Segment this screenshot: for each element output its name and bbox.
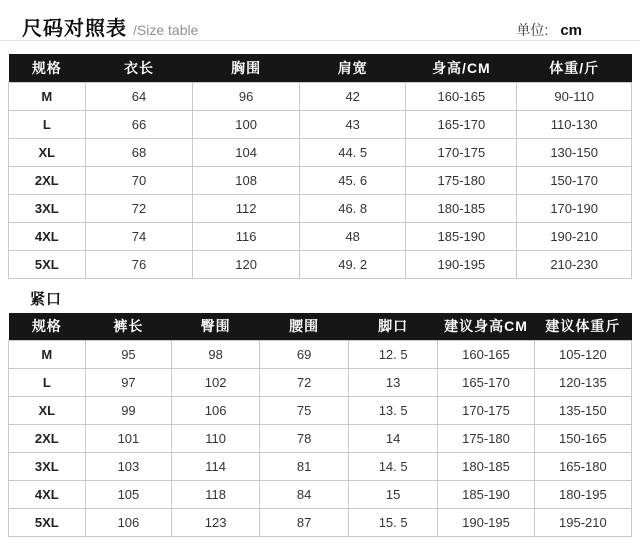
- value-cell: 150-165: [534, 425, 631, 453]
- table-row: [9, 425, 632, 453]
- value-cell: 101: [85, 425, 172, 453]
- value-cell: 81: [260, 453, 349, 481]
- pants_table-header-0: 规格: [9, 313, 86, 341]
- table-row: [9, 110, 632, 138]
- table-row: [9, 453, 632, 481]
- value-cell: 100: [193, 110, 300, 138]
- value-cell: 64: [85, 82, 193, 110]
- value-cell: 46. 8: [299, 194, 406, 222]
- pants_table-header-1: 裤长: [85, 313, 172, 341]
- value-cell: 170-190: [517, 194, 632, 222]
- value-cell: 74: [85, 222, 193, 250]
- value-cell: 160-165: [438, 341, 535, 369]
- page-title: 尺码对照表: [22, 18, 127, 40]
- value-cell: 190-210: [517, 222, 632, 250]
- value-cell: 43: [299, 110, 406, 138]
- value-cell: 175-180: [406, 166, 517, 194]
- value-cell: 165-170: [406, 110, 517, 138]
- value-cell: 84: [260, 481, 349, 509]
- value-cell: 170-175: [438, 397, 535, 425]
- value-cell: 112: [193, 194, 300, 222]
- value-cell: 103: [85, 453, 172, 481]
- table-row: [9, 82, 632, 110]
- pants_table-header-6: 建议体重斤: [534, 313, 631, 341]
- pants-size-table: [8, 313, 632, 538]
- value-cell: 150-170: [517, 166, 632, 194]
- value-cell: 14: [349, 425, 438, 453]
- value-cell: 185-190: [438, 481, 535, 509]
- value-cell: 69: [260, 341, 349, 369]
- value-cell: 13. 5: [349, 397, 438, 425]
- size-label-cell: M: [9, 341, 86, 369]
- value-cell: 68: [85, 138, 193, 166]
- value-cell: 180-185: [406, 194, 517, 222]
- value-cell: 180-185: [438, 453, 535, 481]
- value-cell: 114: [172, 453, 260, 481]
- unit-value: cm: [560, 22, 582, 39]
- value-cell: 118: [172, 481, 260, 509]
- value-cell: 13: [349, 369, 438, 397]
- value-cell: 165-170: [438, 369, 535, 397]
- table-row: [9, 509, 632, 537]
- value-cell: 190-195: [406, 250, 517, 278]
- value-cell: 160-165: [406, 82, 517, 110]
- value-cell: 175-180: [438, 425, 535, 453]
- value-cell: 12. 5: [349, 341, 438, 369]
- table-row: [9, 250, 632, 278]
- value-cell: 170-175: [406, 138, 517, 166]
- value-cell: 15: [349, 481, 438, 509]
- size-label-cell: 4XL: [9, 481, 86, 509]
- value-cell: 75: [260, 397, 349, 425]
- size-label-cell: 4XL: [9, 222, 86, 250]
- shirt-size-table: [8, 54, 632, 279]
- value-cell: 78: [260, 425, 349, 453]
- value-cell: 99: [85, 397, 172, 425]
- size-label-cell: 3XL: [9, 453, 86, 481]
- value-cell: 72: [260, 369, 349, 397]
- value-cell: 44. 5: [299, 138, 406, 166]
- value-cell: 110-130: [517, 110, 632, 138]
- size-label-cell: M: [9, 82, 86, 110]
- unit-label: 单位:: [516, 22, 549, 38]
- value-cell: 96: [193, 82, 300, 110]
- value-cell: 165-180: [534, 453, 631, 481]
- value-cell: 104: [193, 138, 300, 166]
- table-row: [9, 222, 632, 250]
- size-label-cell: XL: [9, 397, 86, 425]
- pants_table-header-4: 脚口: [349, 313, 438, 341]
- value-cell: 70: [85, 166, 193, 194]
- value-cell: 106: [172, 397, 260, 425]
- value-cell: 102: [172, 369, 260, 397]
- pants-section-label: 紧口: [30, 290, 63, 308]
- value-cell: 130-150: [517, 138, 632, 166]
- size-label-cell: 5XL: [9, 250, 86, 278]
- value-cell: 45. 6: [299, 166, 406, 194]
- value-cell: 135-150: [534, 397, 631, 425]
- value-cell: 49. 2: [299, 250, 406, 278]
- value-cell: 185-190: [406, 222, 517, 250]
- pants_table-header-5: 建议身高CM: [438, 313, 535, 341]
- page-subtitle: /Size table: [133, 22, 199, 38]
- size-label-cell: L: [9, 369, 86, 397]
- shirt_table-header-0: 规格: [9, 54, 86, 82]
- pants-table-header-row: [9, 313, 632, 341]
- value-cell: 42: [299, 82, 406, 110]
- value-cell: 123: [172, 509, 260, 537]
- pants-size-table-section: [0, 313, 640, 538]
- pants_table-header-2: 臀围: [172, 313, 260, 341]
- value-cell: 98: [172, 341, 260, 369]
- table-row: [9, 138, 632, 166]
- page-header: [0, 0, 640, 41]
- shirt-size-table-section: [0, 54, 640, 279]
- shirt_table-header-5: 体重/斤: [517, 54, 632, 82]
- shirt-table-header-row: [9, 54, 632, 82]
- value-cell: 87: [260, 509, 349, 537]
- shirt_table-header-3: 肩宽: [299, 54, 406, 82]
- value-cell: 106: [85, 509, 172, 537]
- value-cell: 116: [193, 222, 300, 250]
- value-cell: 14. 5: [349, 453, 438, 481]
- value-cell: 190-195: [438, 509, 535, 537]
- table-row: [9, 481, 632, 509]
- table-row: [9, 194, 632, 222]
- value-cell: 110: [172, 425, 260, 453]
- value-cell: 210-230: [517, 250, 632, 278]
- value-cell: 48: [299, 222, 406, 250]
- value-cell: 195-210: [534, 509, 631, 537]
- size-label-cell: L: [9, 110, 86, 138]
- value-cell: 97: [85, 369, 172, 397]
- pants_table-header-3: 腰围: [260, 313, 349, 341]
- value-cell: 108: [193, 166, 300, 194]
- value-cell: 180-195: [534, 481, 631, 509]
- table-row: [9, 166, 632, 194]
- value-cell: 15. 5: [349, 509, 438, 537]
- value-cell: 105-120: [534, 341, 631, 369]
- shirt_table-header-4: 身高/CM: [406, 54, 517, 82]
- value-cell: 120-135: [534, 369, 631, 397]
- value-cell: 66: [85, 110, 193, 138]
- size-label-cell: 5XL: [9, 509, 86, 537]
- value-cell: 95: [85, 341, 172, 369]
- value-cell: 120: [193, 250, 300, 278]
- value-cell: 72: [85, 194, 193, 222]
- value-cell: 76: [85, 250, 193, 278]
- size-label-cell: XL: [9, 138, 86, 166]
- shirt_table-header-1: 衣长: [85, 54, 193, 82]
- size-label-cell: 2XL: [9, 425, 86, 453]
- size-label-cell: 2XL: [9, 166, 86, 194]
- value-cell: 105: [85, 481, 172, 509]
- shirt_table-header-2: 胸围: [193, 54, 300, 82]
- table-row: [9, 341, 632, 369]
- table-row: [9, 397, 632, 425]
- size-label-cell: 3XL: [9, 194, 86, 222]
- table-row: [9, 369, 632, 397]
- value-cell: 90-110: [517, 82, 632, 110]
